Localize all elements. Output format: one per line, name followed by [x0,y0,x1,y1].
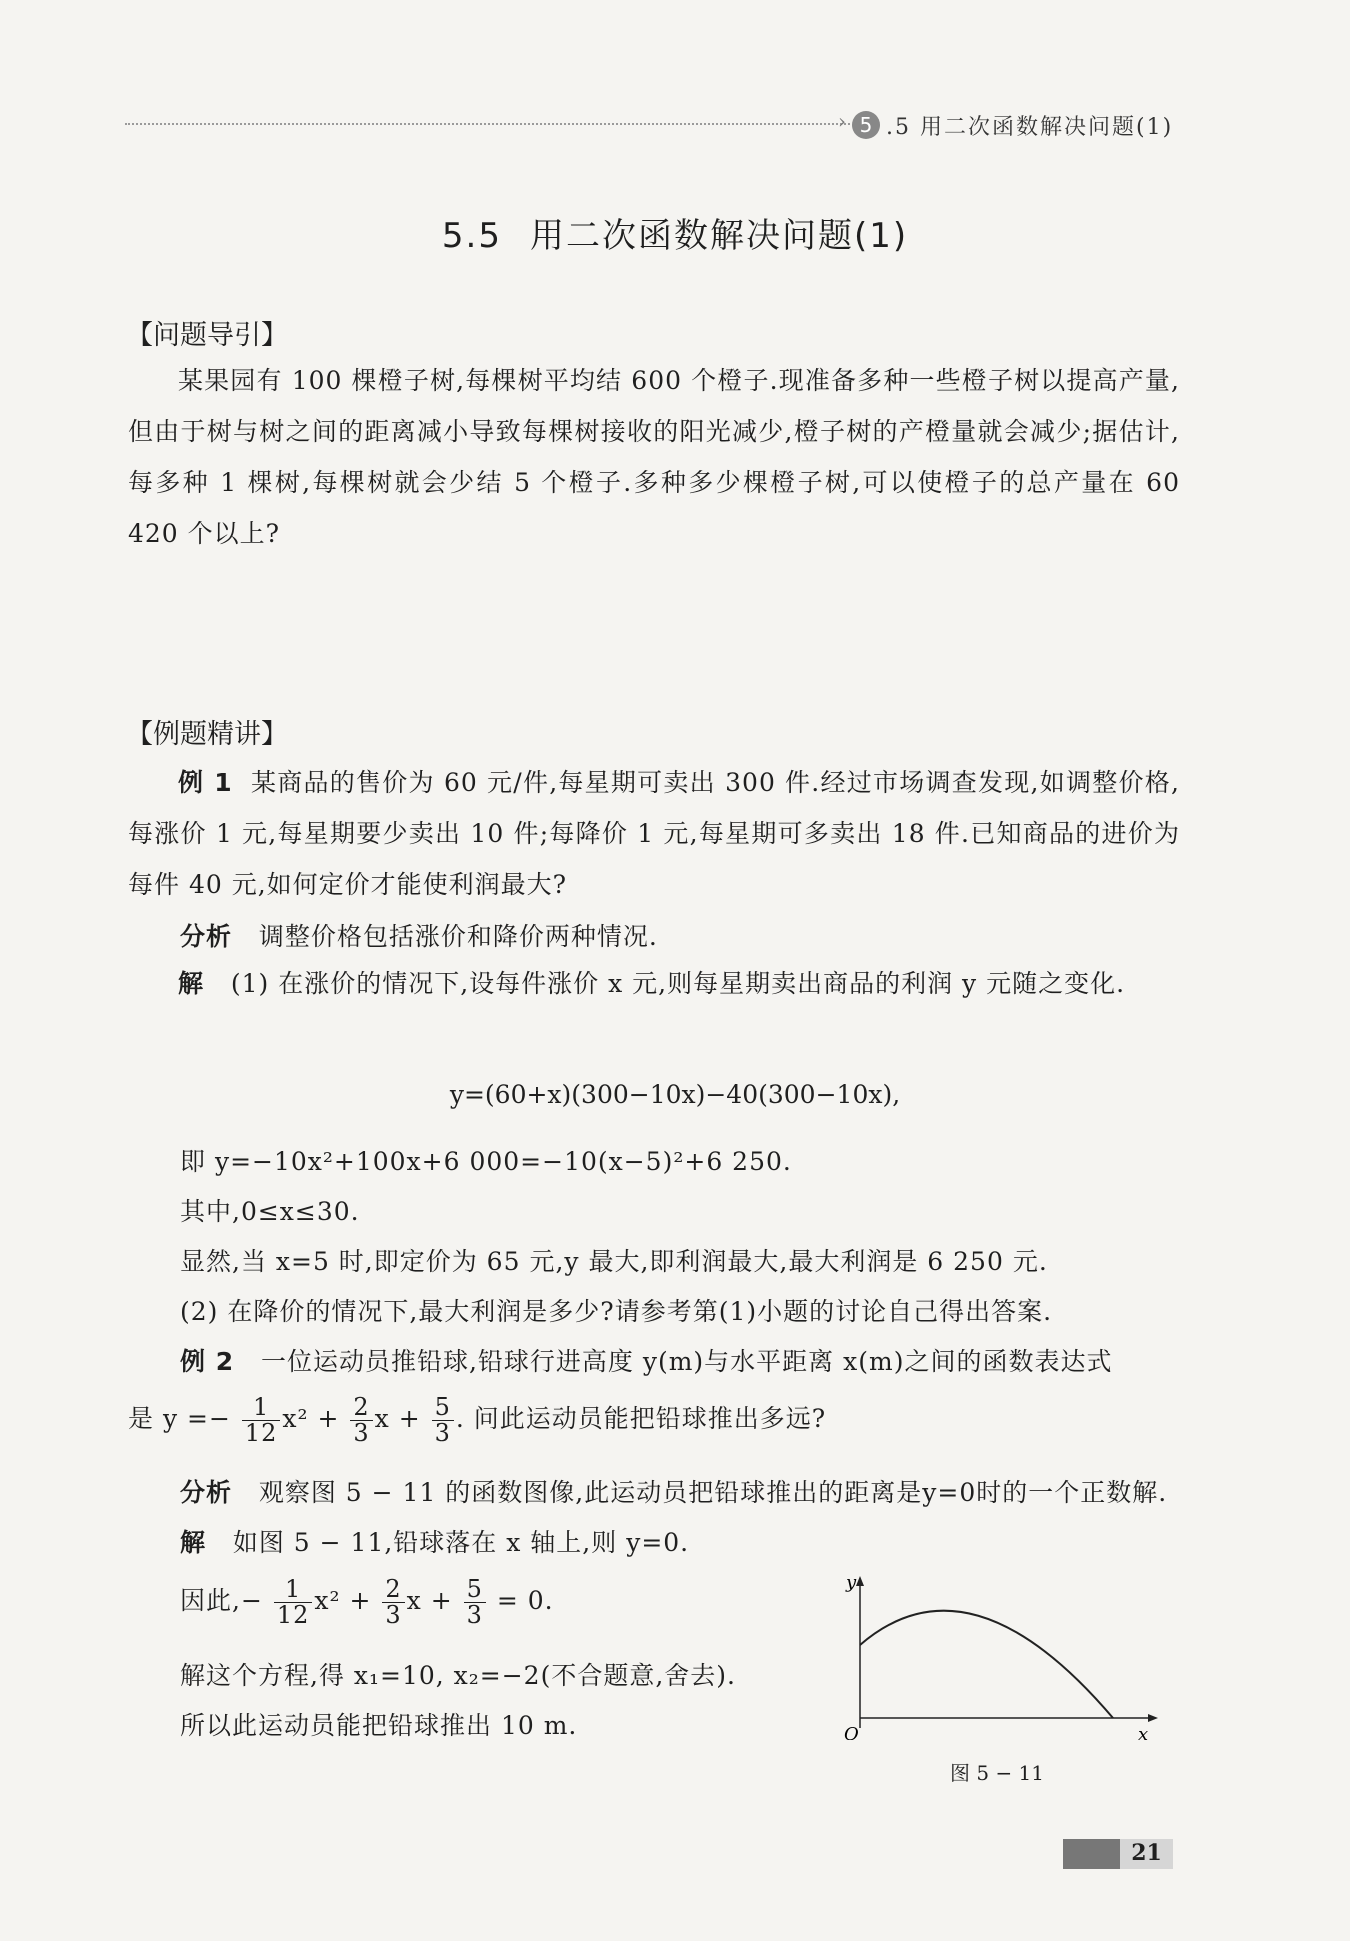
solution1-text: (1) 在涨价的情况下,设每件涨价 x 元,则每星期卖出商品的利润 y 元随之变化. [230,969,1126,998]
line-obvious: 显然,当 x=5 时,即定价为 65 元,y 最大,即利润最大,最大利润是 6 250 元. [180,1247,1048,1276]
y-axis-label: y [846,1572,857,1593]
analysis1-text: 调整价格包括涨价和降价两种情况. [258,922,658,951]
y-axis-arrow-icon [856,1576,864,1586]
analysis1-line [180,917,658,953]
solution2-equation: 因此,− $\frac{1}{12}$ x² + $\frac{2}{3}$ x + $\frac{5}{3}$ = 0. [180,1575,554,1630]
intro-problem-text: 某果园有 100 棵橙子树,每棵树平均结 600 个橙子.现准备多种一些橙子树以提高产量,但由于树与树之间的距离减小导致每棵树接收的阳光减少,橙子树的产橙量就会减少;据估计,每多种 1 棵树,每棵树就会少结 5 个橙子.多种多少棵橙子树,可以使橙子的总产量在 60 420 个以上? [128,366,1180,548]
title-text: 用二次函数解决问题(1) [529,216,909,256]
parabola-curve [860,1611,1113,1718]
fraction-5-3: $\frac{5}{3}$ [432,1395,454,1446]
solution1-part1 [128,958,1180,1009]
solution2-line4: 所以此运动员能把铅球推出 10 m. [180,1711,578,1740]
line-range: 其中,0≤x≤30. [180,1197,360,1226]
analysis2-line [180,1473,1167,1509]
example2-label: 例 2 [180,1347,235,1376]
example1-text [128,757,1180,910]
solution2-line3: 解这个方程,得 x₁=10, x₂=−2(不合题意,舍去). [180,1661,736,1690]
solution2-label: 解 [180,1528,207,1557]
page-title [0,208,1350,257]
header-rule [125,123,850,125]
analysis1-label: 分析 [180,922,233,951]
page-number: 21 [1131,1840,1162,1866]
example2-formula-line: 是 y =− $\frac{1}{12}$ x² + $\frac{2}{3}$ x + $\frac{5}{3}$ . 问此运动员能把铅球推出多远? [128,1393,827,1448]
section-heading-intro: 【问题导引】 [126,320,288,351]
header-chapter-circle: 5 [852,111,880,139]
origin-label: O [844,1724,859,1740]
title-number: 5.5 [441,216,502,256]
solution2-line1: 解 如图 5 − 11,铅球落在 x 轴上,则 y=0. [180,1528,690,1557]
fraction-2-3: $\frac{2}{3}$ [350,1395,372,1446]
x-axis-arrow-icon [1148,1714,1158,1722]
figure-parabola [830,1570,1160,1740]
fraction-1-12: $\frac{1}{12}$ [242,1395,281,1446]
analysis2-label: 分析 [180,1478,233,1507]
section-heading-examples: 【例题精讲】 [126,719,288,750]
example2-line1 [180,1342,1112,1378]
line-part2: (2) 在降价的情况下,最大利润是多少?请参考第(1)小题的讨论自己得出答案. [180,1297,1053,1326]
example1-label: 例 1 [178,768,233,797]
example2-body-a: 一位运动员推铅球,铅球行进高度 y(m)与水平距离 x(m)之间的函数表达式 [260,1347,1113,1376]
formula-profit: y=(60+x)(300−10x)−40(300−10x), [449,1080,901,1109]
example1-body: 某商品的售价为 60 元/件,每星期可卖出 300 件.经过市场调查发现,如调整价格,每涨价 1 元,每星期要少卖出 10 件;每降价 1 元,每星期可多卖出 18 件.已知商品的进价为每件 40 元,如何定价才能使利润最大? [128,768,1180,899]
header-arrow-icon: › [838,109,846,133]
line-expanded: 即 y=−10x²+100x+6 000=−10(x−5)²+6 250. [180,1147,792,1176]
solution1-label: 解 [178,969,205,998]
figure-caption: 图 5 − 11 [950,1761,1045,1785]
running-header: .5 用二次函数解决问题(1) [886,115,1174,140]
x-axis-label: x [1138,1724,1149,1740]
analysis2-text: 观察图 5 − 11 的函数图像,此运动员把铅球推出的距离是y=0时的一个正数解. [258,1478,1168,1507]
